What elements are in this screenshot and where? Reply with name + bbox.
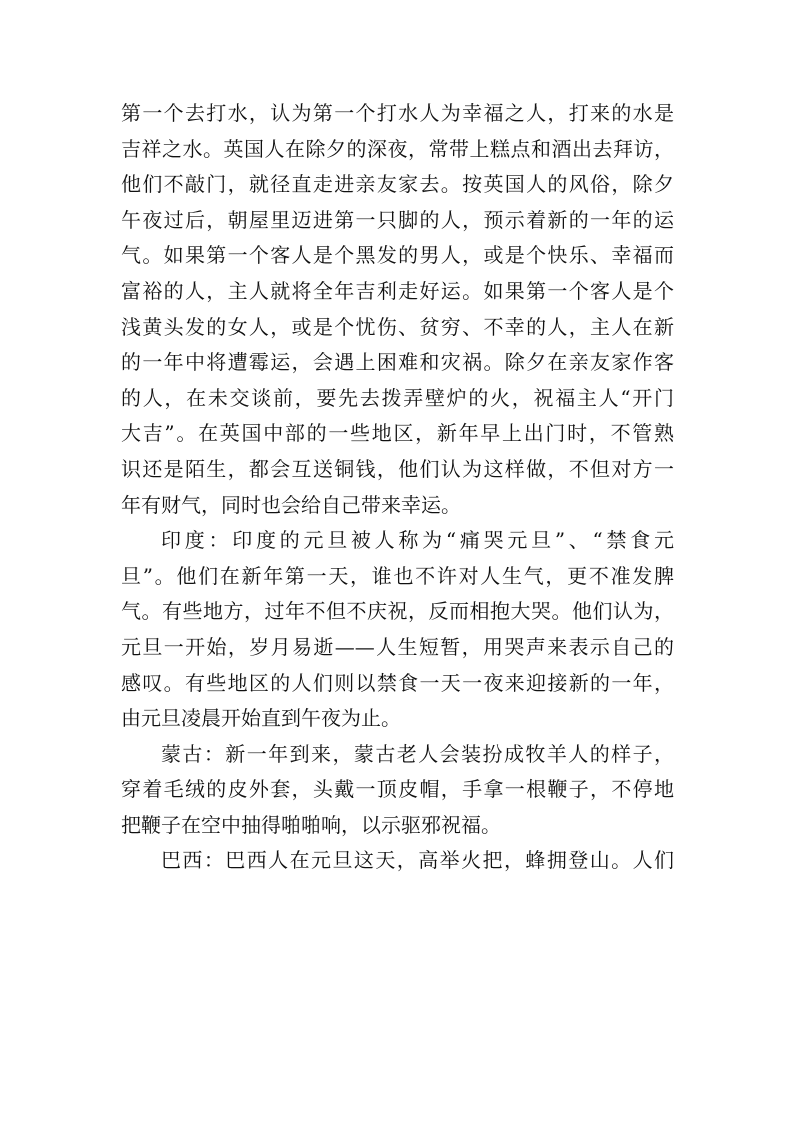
text-line: 把鞭子在空中抽得啪啪响，以示驱邪祝福。: [121, 812, 501, 837]
text-line: 的一年中将遭霉运，会遇上困难和灾祸。除夕在亲友家作客: [121, 350, 674, 375]
text-line: 元旦一开始，岁月易逝——人生短暂，用哭声来表示自己的: [121, 634, 674, 659]
paragraph-start-brazil: 巴西：巴西人在元旦这天，高举火把，蜂拥登山。人们: [161, 848, 674, 873]
paragraph-start-india: 印度：印度的元旦被人称为“痛哭元旦”、“禁食元: [161, 528, 674, 553]
text-line: 识还是陌生，都会互送铜钱，他们认为这样做，不但对方一: [121, 456, 674, 481]
text-line: 吉祥之水。英国人在除夕的深夜，常带上糕点和酒出去拜访，: [121, 136, 674, 161]
paragraph-start-mongolia: 蒙古：新一年到来，蒙古老人会装扮成牧羊人的样子，: [161, 741, 674, 766]
text-line: 午夜过后，朝屋里迈进第一只脚的人，预示着新的一年的运: [121, 207, 674, 232]
text-line: 旦”。他们在新年第一天，谁也不许对人生气，更不准发脾: [121, 563, 674, 588]
text-line: 的人，在未交谈前，要先去拨弄壁炉的火，祝福主人“开门: [121, 385, 674, 410]
text-line: 由元旦凌晨开始直到午夜为止。: [121, 706, 401, 731]
text-line: 他们不敲门，就径直走进亲友家去。按英国人的风俗，除夕: [121, 172, 674, 197]
document-body: [121, 96, 674, 879]
text-line: 年有财气，同时也会给自己带来幸运。: [121, 492, 461, 517]
text-line: 浅黄头发的女人，或是个忧伤、贫穷、不幸的人，主人在新: [121, 314, 674, 339]
text-line: 第一个去打水，认为第一个打水人为幸福之人，打来的水是: [121, 101, 674, 125]
text-line: 气。有些地方，过年不但不庆祝，反而相抱大哭。他们认为，: [121, 599, 674, 624]
text-line: 穿着毛绒的皮外套，头戴一顶皮帽，手拿一根鞭子，不停地: [121, 777, 674, 802]
text-line: 富裕的人，主人就将全年吉利走好运。如果第一个客人是个: [121, 278, 674, 303]
text-line: 气。如果第一个客人是个黑发的男人，或是个快乐、幸福而: [121, 243, 674, 268]
text-line: 大吉”。在英国中部的一些地区，新年早上出门时，不管熟: [121, 421, 674, 446]
text-line: 感叹。有些地区的人们则以禁食一天一夜来迎接新的一年，: [121, 670, 674, 695]
